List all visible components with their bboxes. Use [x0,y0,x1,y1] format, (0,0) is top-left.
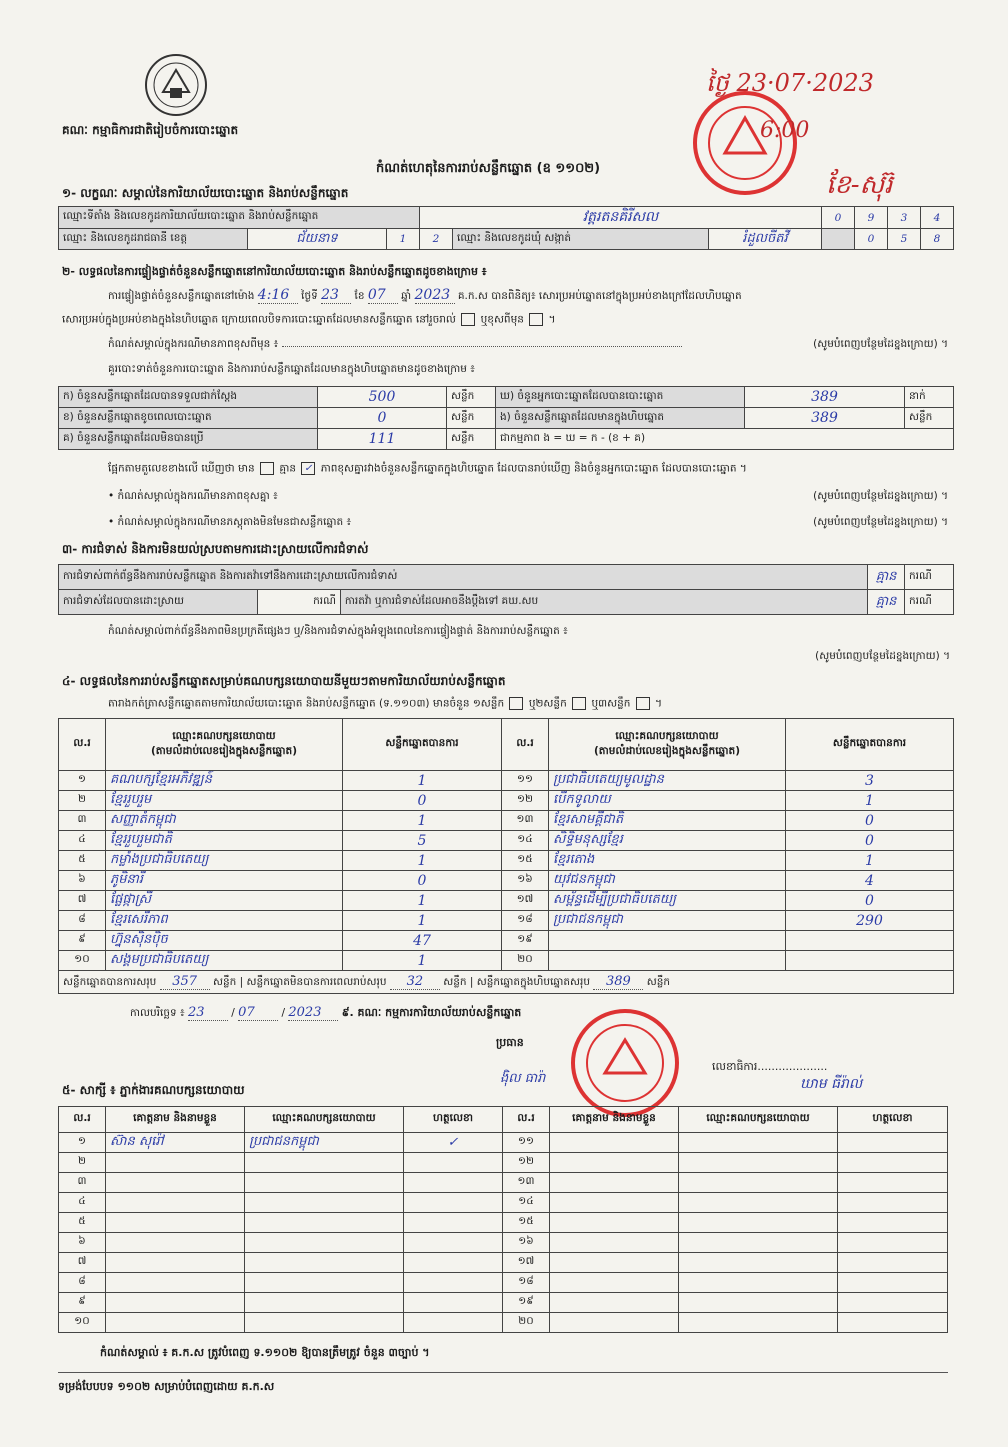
witness-table: ល.រ គោត្តនាម និងនាមខ្លួន ឈ្មោះគណបក្សនយោបាយ ហត្ថលេខា ល.រ គោត្តនាម និងនាមខ្លួន ឈ្មោះគណបក្សនយោបាយ ហត្ថលេខា ១ ស៊ាន សុរ៉ៅ ប្រជាជនកម្ពុជា ✓ ១១ ២ ១២ ៣ ១៣ ៤ ១៤ ៥ ១៥ ៦ ១៦ ៧ ១៧ ៨ ១៨ ៩ ១៩ ១០ ២០ [58,1106,948,1333]
section5-title: ៥- សាក្សី ៖ ភ្នាក់ងារគណបក្សនយោបាយ [62,1083,245,1097]
vote-count: 1 [786,851,954,871]
witness-name[interactable] [550,1273,679,1293]
table-row [59,1173,948,1193]
row-number: ២ [59,791,106,811]
note-line-3: • កំណត់សម្គាល់ក្នុងករណីមានភស្តុតាងមិនមែនជាសន្លឹកឆ្នោត ៖ (សូមបំពេញបន្ថែមដៃខ្នងក្រោយ) ។ [108,516,948,528]
witness-name[interactable] [106,1213,245,1233]
party-name: សង្គមប្រជាធិបតេយ្យ [106,951,343,971]
row-number: ១១ [503,1133,550,1153]
lock-check-line: សោរប្រអប់ក្នុងប្រអប់ខាងក្នុងនៃហិបឆ្នោត ក្រោយពេលបិទការបោះឆ្នោតដែលមានសន្លឹកឆ្នោត នៅរួចរាល់ ឬខុសពីមុន ។ [62,313,556,326]
province-label: ឈ្មោះ និងលេខកូដរាជធានី ខេត្ត [59,229,248,250]
party-name: កម្លាំងប្រជាធិបតេយ្យ [106,851,343,871]
province-code-digit: 2 [420,229,453,250]
row-number: ៨ [59,1273,106,1293]
table-row [59,1233,948,1253]
witness-party[interactable] [679,1173,838,1193]
count-intro: គួរបោះទាត់ចំនួនការបោះឆ្នោត និងការរាប់សន្លឹកឆ្នោតដែលមានក្នុងហិបឆ្នោតមានដូចខាងក្រោម ៖ [108,363,475,375]
witness-signature[interactable] [838,1313,948,1333]
committee-stamp-icon [565,1008,685,1118]
table-row [59,931,954,951]
witness-party[interactable] [679,1133,838,1153]
party-name: បើកទូលាយ [549,791,786,811]
witness-party[interactable] [245,1153,404,1173]
location-code-digit: 3 [888,207,921,229]
witness-party[interactable] [245,1293,404,1313]
row-number: ១៦ [502,871,549,891]
form-footer: ទម្រង់បែបបទ ១១០២ សម្រាប់បំពេញដោយ គ.ក.ស [58,1380,275,1393]
witness-signature[interactable] [838,1213,948,1233]
witness-name[interactable] [106,1273,245,1293]
total-box: 389 [593,974,643,990]
vote-count: 290 [786,911,954,931]
witness-name[interactable] [550,1293,679,1313]
vote-count: 1 [343,911,502,931]
row-number: ១៥ [502,851,549,871]
row-number: ១៨ [502,911,549,931]
table-row [59,851,954,871]
row-number: ១៥ [503,1213,550,1233]
vote-count: 4 [786,871,954,891]
party-name: ខ្មែររួបរួម [106,791,343,811]
table-row [59,811,954,831]
witness-signature[interactable] [404,1233,503,1253]
handwritten-time: 6:00 [760,118,810,143]
row-number: ៤ [59,831,106,851]
witness-name[interactable] [106,1153,245,1173]
chief-signature: ង៉ិល ធារ៉ា [500,1071,546,1086]
party-name: គណបក្សខ្មែរអភិវឌ្ឍន៍ [106,771,343,791]
row-number: ១៧ [502,891,549,911]
chief-label: ប្រធាន [496,1036,524,1049]
witness-name[interactable] [550,1153,679,1173]
box-ballots-value: 389 [745,408,905,429]
vote-count: 5 [343,831,502,851]
witness-signature[interactable] [838,1293,948,1313]
discrepancy-line: ផ្អែកតាមតួលេខខាងលើ ឃើញថា មាន គ្មាន ✓ ភាពខុសគ្នារវាងចំនួនសន្លឹកឆ្នោតក្នុងហិបឆ្នោត ដែលបានរាប់ឃើញ និងចំនួនអ្នកបោះឆ្នោត ដែលបានបោះឆ្នោត ។ [108,462,747,475]
table-row [59,771,954,791]
table-row [59,1193,948,1213]
total-invalid: 32 [390,974,440,990]
note-line-2: • កំណត់សម្គាល់ក្នុងករណីមានភាពខុសគ្នា ៖ (សូមបំពេញបន្ថែមដៃខ្នងក្រោយ) ។ [108,490,948,502]
commune-label: ឈ្មោះ និងលេខកូដឃុំ សង្កាត់ [453,229,709,250]
table-row [59,1153,948,1173]
party-name: សិទ្ធិមនុស្សខ្មែរ [549,831,786,851]
witness-signature[interactable] [838,1133,948,1153]
spoiled-ballots-value: 0 [318,408,447,429]
witness-footnote: កំណត់សម្គាល់ ៖ គ.ក.ស ត្រូវបំពេញ ទ.១១០២ ឱ្យបានត្រឹមត្រូវ ចំនួន ៣ច្បាប់ ។ [100,1346,430,1359]
has-discrepancy-checkbox[interactable] [260,462,274,475]
row-number: ៥ [59,851,106,871]
section4-intro: តារាងកត់ត្រាសន្លឹកឆ្នោតតាមការិយាល័យបោះឆ្នោត និងរាប់សន្លឹកឆ្នោត (ទ.១១០៣) មានចំនួន ១សន្លឹក ឬ២សន្លឹក ឬ៣សន្លឹក ។ [108,697,663,710]
witness-party[interactable]: ប្រជាជនកម្ពុជា [245,1133,404,1153]
vote-count: 1 [343,951,502,971]
commune-code-digit: 5 [888,229,921,250]
party-name: ភូមិនារី [106,871,343,891]
table-row [59,1313,948,1333]
vote-count [786,931,954,951]
section3-title: ៣- ការជំទាស់ និងការមិនយល់ស្របតាមការដោះស្រាយលើការជំទាស់ [62,542,369,556]
row-number: ៧ [59,1253,106,1273]
official-stamp-icon [690,88,800,198]
row-number: ៦ [59,871,106,891]
no-discrepancy-checkbox[interactable]: ✓ [301,462,315,475]
verification-line: ការផ្ទៀងផ្ទាត់ចំនួនសន្លឹកឆ្នោតនៅម៉ោង 4:16 ថ្ងៃទី 23 ខែ 07 ឆ្នាំ 2023 គ.ក.ស បានពិនិត្យ៖ សោរប្រអប់ឆ្នោតនៅក្នុងប្រអប់ខាងក្រៅដែលហិបឆ្នោត [108,287,742,303]
province-code-digit: 1 [387,229,420,250]
section2-title: ២- លទ្ធផលនៃការផ្ទៀងផ្ទាត់ចំនួនសន្លឹកឆ្នោតនៅការិយាល័យបោះឆ្នោត និងរាប់សន្លឹកឆ្នោតដូចខាងក្រោម ៖ [62,265,487,278]
vote-count: 1 [786,791,954,811]
secretary-signature: ឃាម ធីរ៉ាល់ [800,1076,863,1092]
party-name: សញ្ញាតំកម្ពុជា [106,811,343,831]
location-code-digit: 9 [855,207,888,229]
witness-signature[interactable] [404,1293,503,1313]
row-number: ៧ [59,891,106,911]
witness-name[interactable]: ស៊ាន សុរ៉ៅ [106,1133,245,1153]
witness-name[interactable] [106,1173,245,1193]
row-number: ២ [59,1153,106,1173]
witness-party[interactable] [679,1313,838,1333]
table-row [59,951,954,971]
witness-name[interactable] [550,1213,679,1233]
row-number: ១៤ [502,831,549,851]
row-number: ១០ [59,1313,106,1333]
vote-count: 0 [343,791,502,811]
party-name: ហ្វ៊ុនស៊ិនប៉ិច [106,931,343,951]
location-code-digit: 0 [822,207,855,229]
row-number: ១២ [503,1153,550,1173]
witness-party[interactable] [245,1213,404,1233]
complaint-count: គ្មាន [868,590,905,615]
vote-count: 0 [786,831,954,851]
total-valid: 357 [160,974,210,990]
note-line-1: កំណត់សម្គាល់ក្នុងករណីមានភាពខុសពីមុន ៖ (សូមបំពេញបន្ថែមដៃខ្នងក្រោយ) ។ [108,338,948,350]
handwritten-location: ខែ-សុរ៊ [826,170,893,200]
row-number: ៨ [59,911,106,931]
party-name: ខ្មែរសាមគ្គីជាតិ [549,811,786,831]
table-row [59,911,954,931]
commune-value: រំដួលចីតវី [708,229,821,250]
row-number: ១០ [59,951,106,971]
witness-name[interactable] [106,1253,245,1273]
party-name: ខ្មែររួបរួមជាតិ [106,831,343,851]
witness-name[interactable] [106,1313,245,1333]
commune-code-digit: 8 [921,229,954,250]
vote-count: 1 [343,851,502,871]
one-sheet-checkbox[interactable] [509,697,523,710]
witness-party[interactable] [679,1233,838,1253]
row-number: ៤ [59,1193,106,1213]
witness-signature[interactable] [838,1193,948,1213]
party-name: ប្រជាធិបតេយ្យមូលដ្ឋាន [549,771,786,791]
witness-signature[interactable] [838,1253,948,1273]
province-value: ជ័យនាទ [248,229,387,250]
vote-count: 0 [786,811,954,831]
section1-title: ១- លក្ខណៈ សម្គាល់នៃការិយាល័យបោះឆ្នោត និងរាប់សន្លឹកឆ្នោត [62,186,349,200]
vote-count [786,951,954,971]
two-sheet-checkbox[interactable] [572,697,586,710]
row-number: ៣ [59,811,106,831]
witness-party[interactable] [679,1293,838,1313]
table-row [59,1253,948,1273]
objection-count: គ្មាន [868,565,905,590]
row-number: ២០ [503,1313,550,1333]
row-number: ៣ [59,1173,106,1193]
date-line: កាលបរិច្ឆេទ ៖ 23 / 07 / 2023 ៩. គណៈ កម្មការការិយាល័យរាប់សន្លឹកឆ្នោត [130,1005,522,1020]
form-title: កំណត់ហេតុនៃការរាប់សន្លឹកឆ្នោត (ឧ ១១០២) [376,161,601,176]
vote-count: 47 [343,931,502,951]
party-name: សម្ព័ន្ធដើម្បីប្រជាធិបតេយ្យ [549,891,786,911]
witness-signature[interactable] [838,1233,948,1253]
row-number: ១៤ [503,1193,550,1213]
row-number: ៩ [59,1293,106,1313]
table-row [59,791,954,811]
witness-party[interactable] [679,1273,838,1293]
witness-name[interactable] [550,1233,679,1253]
three-sheet-checkbox[interactable] [636,697,650,710]
vote-count: 0 [343,871,502,891]
vote-count: 1 [343,771,502,791]
witness-name[interactable] [106,1293,245,1313]
totals-row: សន្លឹកឆ្នោតបានការសរុប 357 សន្លឹក | សន្លឹកឆ្នោតមិនបានការពេលរាប់សរុប 32 សន្លឹក | សន្លឹកឆ្នោតក្នុងហិបឆ្នោតសរុប 389 សន្លឹក [59,971,954,994]
table-row [59,1213,948,1233]
table-row [59,1133,948,1153]
location-label: ឈ្មោះទីតាំង និងលេខកូដការិយាល័យបោះឆ្នោត និងរាប់សន្លឹកឆ្នោត [59,207,420,229]
witness-party[interactable] [245,1173,404,1193]
row-number: ១៣ [502,811,549,831]
received-ballots-value: 500 [318,387,447,408]
witness-signature[interactable] [404,1153,503,1173]
witness-party[interactable] [679,1253,838,1273]
intact-checkbox[interactable] [461,313,475,326]
table-row [59,891,954,911]
party-name: ខ្មែរតោង [549,851,786,871]
witness-party[interactable] [679,1213,838,1233]
vote-count: 3 [786,771,954,791]
row-number: ១១ [502,771,549,791]
vote-count: 1 [343,811,502,831]
party-name: ផ្លែផ្កាស្រី [106,891,343,911]
table-row [59,871,954,891]
row-number: ១៨ [503,1273,550,1293]
witness-party[interactable] [679,1193,838,1213]
row-number: ១២ [502,791,549,811]
witness-signature[interactable]: ✓ [404,1133,503,1153]
witness-signature[interactable] [404,1253,503,1273]
vote-count: 1 [343,891,502,911]
location-value: វត្តរតនគិរីសល [420,207,822,229]
table-row [59,1273,948,1293]
row-number: ១៣ [503,1173,550,1193]
witness-name[interactable] [550,1173,679,1193]
witness-name[interactable] [550,1133,679,1153]
row-number: ១ [59,1133,106,1153]
nec-emblem-icon [143,52,209,118]
secretary-label: លេខាធិការ.................... [712,1060,828,1073]
table-row [59,1293,948,1313]
row-number: ២០ [502,951,549,971]
table-row [59,831,954,851]
witness-party[interactable] [245,1193,404,1213]
voters-value: 389 [745,387,905,408]
unused-ballots-value: 111 [318,429,447,450]
row-number: ៦ [59,1233,106,1253]
party-name: យុវជនកម្ពុជា [549,871,786,891]
objection-table: ការជំទាស់ពាក់ព័ន្ធនឹងការរាប់សន្លឹកឆ្នោត និងការតវ៉ាទៅនឹងការដោះស្រាយលើការជំទាស់ គ្មាន ករណី ការជំទាស់ដែលបានដោះស្រាយ ករណី ការតវ៉ា ឬការជំទាស់ដែលអាចនឹងប្តឹងទៅ គឃ.សប គ្មាន ករណី [58,564,954,615]
row-number: ៥ [59,1213,106,1233]
row-number: ១៧ [503,1253,550,1273]
witness-signature[interactable] [404,1173,503,1193]
witness-party[interactable] [245,1313,404,1333]
witness-party[interactable] [245,1273,404,1293]
committee-label: គណៈ កម្មាធិការជាតិរៀបចំការបោះឆ្នោត [62,123,239,137]
witness-party[interactable] [245,1233,404,1253]
row-number: ១៩ [503,1293,550,1313]
handwritten-date: ថ្ងៃ 23·07·2023 [706,69,874,97]
witness-name[interactable] [106,1233,245,1253]
witness-signature[interactable] [838,1173,948,1193]
witness-signature[interactable] [838,1153,948,1173]
formula: ជាកម្មភាព ង = ឃ = ក - (ខ + គ) [496,429,954,450]
witness-name[interactable] [550,1313,679,1333]
section1-table [58,206,954,250]
changed-checkbox[interactable] [529,313,543,326]
witness-name[interactable] [550,1253,679,1273]
row-number: ១៩ [502,931,549,951]
objection-fill-hint: (សូមបំពេញបន្ថែមដៃខ្នងក្រោយ) ។ [815,650,950,662]
witness-party[interactable] [679,1153,838,1173]
witness-signature[interactable] [404,1213,503,1233]
location-code-digit: 4 [921,207,954,229]
party-name [549,951,786,971]
row-number: ១ [59,771,106,791]
witness-name[interactable] [106,1193,245,1213]
party-name [549,931,786,951]
witness-signature[interactable] [404,1313,503,1333]
witness-signature[interactable] [838,1273,948,1293]
witness-signature[interactable] [404,1273,503,1293]
row-number: ១៦ [503,1233,550,1253]
witness-name[interactable] [550,1193,679,1213]
witness-party[interactable] [245,1253,404,1273]
witness-signature[interactable] [404,1193,503,1213]
vote-count: 0 [786,891,954,911]
section4-title: ៤- លទ្ធផលនៃការរាប់សន្លឹកឆ្នោតសម្រាប់គណបក្សនយោបាយនីមួយៗតាមការិយាល័យរាប់សន្លឹកឆ្នោត [62,674,506,688]
ballot-count-table: ក) ចំនួនសន្លឹកឆ្នោតដែលបានទទួលជាក់ស្តែង 500 សន្លឹក ឃ) ចំនួនអ្នកបោះឆ្នោតដែលបានបោះឆ្នោត 389 នាក់ ខ) ចំនួនសន្លឹកឆ្នោតខូចពេលបោះឆ្នោត 0 សន្លឹក ង) ចំនួនសន្លឹកឆ្នោតដែលមានក្នុងហិបឆ្នោត 389 សន្លឹក គ) ចំនួនសន្លឹកឆ្នោតដែលមិនបានប្រើ 111 សន្លឹក ជាកម្មភាព ង = ឃ = ក - (ខ + គ) [58,386,954,450]
commune-code-digit: 0 [855,229,888,250]
party-results-table: ល.រ ឈ្មោះគណបក្សនយោបាយ (តាមលំដាប់លេខរៀងក្នុងសន្លឹកឆ្នោត) សន្លឹកឆ្នោតបានការ ល.រ ឈ្មោះគណបក្សនយោបាយ (តាមលំដាប់លេខរៀងក្នុងសន្លឹកឆ្នោត) សន្លឹកឆ្នោតបានការ ១ គណបក្សខ្មែរអភិវឌ្ឍន៍ 1 ១១ ប្រជាធិបតេយ្យមូលដ្ឋាន 3 ២ ខ្មែររួបរួម 0 ១២ បើកទូលាយ 1 ៣ សញ្ញាតំកម្ពុជា 1 ១៣ ខ្មែរសាមគ្គីជាតិ 0 ៤ ខ្មែររួបរួមជាតិ 5 ១៤ សិទ្ធិមនុស្សខ្មែរ 0 ៥ កម្លាំងប្រជាធិបតេយ្យ 1 ១៥ ខ្មែរតោង 1 ៦ ភូមិនារី 0 ១៦ យុវជនកម្ពុជា 4 ៧ ផ្លែផ្កាស្រី 1 ១៧ សម្ព័ន្ធដើម្បីប្រជាធិបតេយ្យ 0 ៨ ខ្មែរសេរីភាព 1 ១៨ ប្រជាជនកម្ពុជា 290 ៩ ហ្វ៊ុនស៊ិនប៉ិច 47 ១៩ ១០ សង្គមប្រជាធិបតេយ្យ 1 ២០ សន្លឹកឆ្នោតបានការសរុប 357 សន្លឹក | សន្លឹកឆ្នោតមិនបានការពេលរាប់សរុប 32 សន្លឹក | សន្លឹកឆ្នោតក្នុងហិបឆ្នោតសរុប 389 សន្លឹក [58,718,954,994]
party-name: ប្រជាជនកម្ពុជា [549,911,786,931]
party-name: ខ្មែរសេរីភាព [106,911,343,931]
row-number: ៩ [59,931,106,951]
objection-note: កំណត់សម្គាល់ពាក់ព័ន្ធនឹងភាពមិនប្រក្រតីផ្សេងៗ ឬ/និងការជំទាស់ក្នុងអំឡុងពេលនៃការផ្ទៀងផ្ទាត់ និងការរាប់សន្លឹកឆ្នោត ៖ [108,625,568,637]
